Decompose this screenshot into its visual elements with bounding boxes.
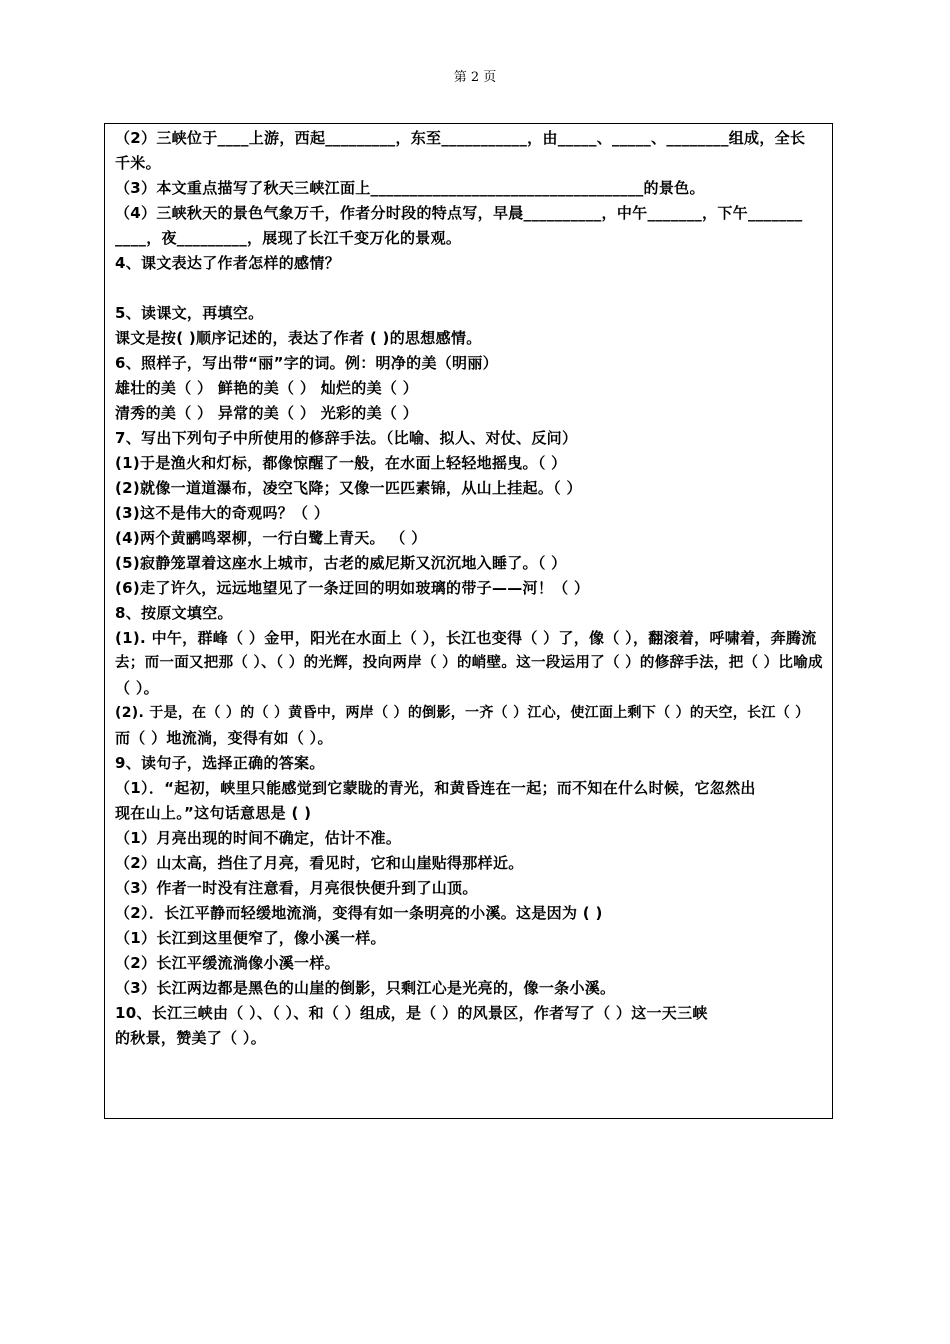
text-line <box>115 276 827 301</box>
text-line: 5、读课文，再填空。 <box>115 304 264 322</box>
text-line: 千米。 <box>115 154 161 172</box>
text-line: （1）长江到这里便窄了，像小溪一样。 <box>115 929 386 947</box>
text-line: （3）长江两边都是黑色的山崖的倒影，只剩江心是光亮的，像一条小溪。 <box>115 979 616 997</box>
worksheet-box <box>104 123 833 1119</box>
text-line: （1）月亮出现的时间不确定，估计不准。 <box>115 829 402 847</box>
text-line: 4、课文表达了作者怎样的感情？ <box>115 254 340 272</box>
text-line: （4）三峡秋天的景色气象万千，作者分时段的特点写，早晨__________，中午_______，下午_______ <box>115 204 803 222</box>
text-line: 的秋景，赞美了（ ）。 <box>115 1029 267 1047</box>
text-line: 10、长江三峡由（ ）、（ ）、和（ ）组成，是（ ）的风景区，作者写了（ ）这一天三峡 <box>115 1004 708 1022</box>
text-line: (2)就像一道道瀑布，凌空飞降；又像一匹匹素锦，从山上挂起。（ ） <box>115 479 582 497</box>
text-line: （3）作者一时没有注意看，月亮很快便升到了山顶。 <box>115 879 478 897</box>
text-line: （2）山太高，挡住了月亮，看见时，它和山崖贴得那样近。 <box>115 854 524 872</box>
text-line: (1). 中午，群峰（ ）金甲，阳光在水面上（ ），长江也变得（ ）了，像（ ），翻滚着，呼啸着，奔腾流 <box>115 629 817 647</box>
text-line: 9、读句子，选择正确的答案。 <box>115 754 325 772</box>
text-line: (6)走了许久，远远地望见了一条迂回的明如玻璃的带子——河！（ ） <box>115 579 590 597</box>
text-line: (3)这不是伟大的奇观吗？（ ） <box>115 504 330 522</box>
text-line: 而（ ）地流淌，变得有如（ ）。 <box>115 729 333 747</box>
text-line: （1）．“起初，峡里只能感觉到它蒙眬的青光，和黄昏连在一起；而不知在什么时候，它忽然出 <box>115 779 756 797</box>
text-line: 雄壮的美（ ） 鲜艳的美（ ） 灿烂的美（ ） <box>115 379 419 397</box>
text-line: (1)于是渔火和灯标，都像惊醒了一般，在水面上轻轻地摇曳。（ ） <box>115 454 567 472</box>
text-line: 去；而一面又把那（ ）、（ ）的光辉，投向两岸（ ）的峭壁。这一段运用了（ ）的修辞手法，把（ ）比喻成 <box>115 655 823 671</box>
text-line: (4)两个黄鹂鸣翠柳，一行白鹭上青天。 （ ） <box>115 529 427 547</box>
text-line: （ ）。 <box>115 679 159 697</box>
text-line: 8、按原文填空。 <box>115 604 233 622</box>
text-line: (5)寂静笼罩着这座水上城市，古老的威尼斯又沉沉地入睡了。（ ） <box>115 554 567 572</box>
text-line: （2）．长江平静而轻缓地流淌，变得有如一条明亮的小溪。这是因为 ( ) <box>115 904 603 922</box>
text-line: 清秀的美（ ） 异常的美（ ） 光彩的美（ ） <box>115 404 419 422</box>
text-line: 现在山上。”这句话意思是 ( ) <box>115 804 312 822</box>
text-line: (2). 于是，在（ ）的（ ）黄昏中，两岸（ ）的倒影，一齐（ ）江心，使江面上剩下（ ）的天空，长江（ ） <box>115 705 810 721</box>
page-number: 第 2 页 <box>453 70 497 85</box>
worksheet-lines <box>115 126 827 1051</box>
text-line: （2）三峡位于____上游，西起_________，东至___________，由_____、_____、________组成，全长 <box>115 129 806 147</box>
text-line: 6、照样子，写出带“丽”字的词。例：明净的美（明丽） <box>115 354 498 372</box>
text-line: （2）长江平缓流淌像小溪一样。 <box>115 954 340 972</box>
text-line: 7、写出下列句子中所使用的修辞手法。（比喻、拟人、对仗、反问） <box>115 429 578 447</box>
text-line: ____，夜_________，展现了长江千变万化的景观。 <box>115 229 462 247</box>
text-line: （3）本文重点描写了秋天三峡江面上___________________________________的景色。 <box>115 179 705 197</box>
text-line: 课文是按( )顺序记述的，表达了作者 ( )的思想感情。 <box>115 329 482 347</box>
